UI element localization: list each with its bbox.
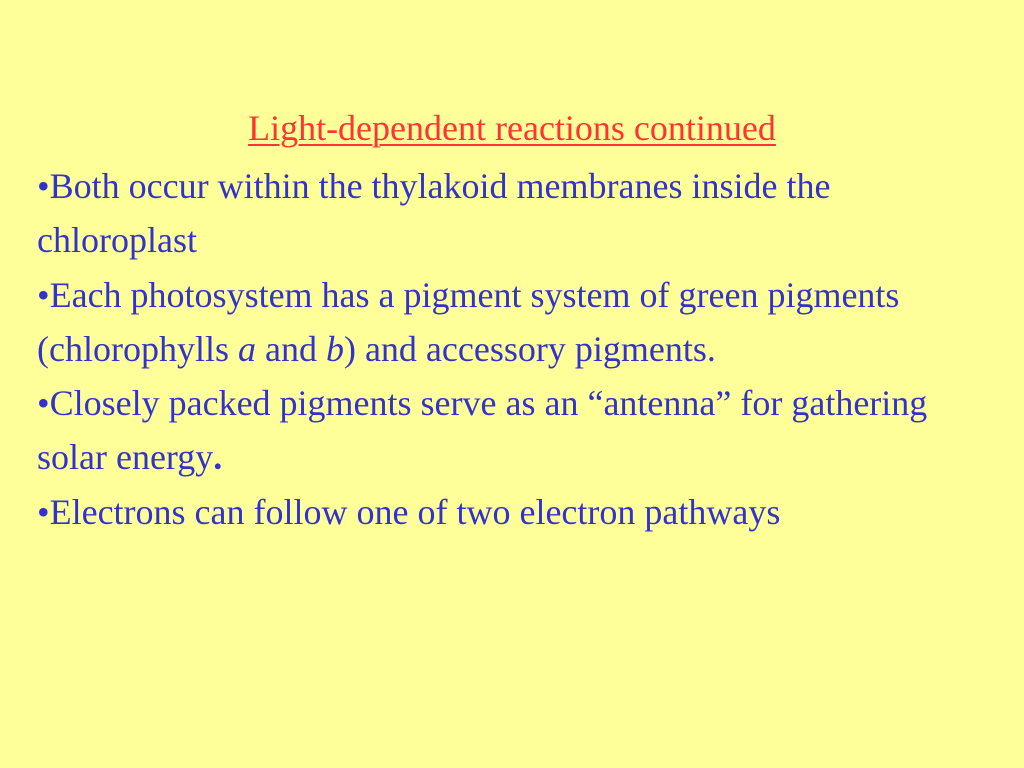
bullet-list [37, 159, 997, 539]
chlorophyll-a-label: a [237, 328, 256, 369]
slide-title: Light-dependent reactions continued [248, 108, 776, 148]
bullet-icon: • [37, 491, 50, 532]
bullet-item-electrons [37, 485, 997, 539]
bullet-text-end: ) and accessory pigments. [343, 328, 716, 369]
bullet-text: Each photosystem has a pigment system of green pigments (chlorophylls [37, 274, 900, 369]
bullet-item-thylakoid [37, 159, 997, 268]
bullet-end-mark: . [213, 437, 223, 478]
bullet-item-photosystem [37, 268, 997, 377]
bullet-text: Closely packed pigments serve as an “antenna” for gathering solar energy [37, 383, 928, 478]
bullet-icon: • [37, 383, 50, 424]
chlorophyll-b-label: b [325, 328, 344, 369]
bullet-item-antenna [37, 376, 997, 485]
bullet-icon: • [37, 274, 50, 315]
bullet-text: Electrons can follow one of two electron pathways [49, 491, 781, 532]
bullet-icon: • [37, 166, 50, 206]
bullet-text: Both occur within the thylakoid membranes inside the chloroplast [37, 166, 831, 261]
bullet-text-connector: and [255, 328, 326, 369]
